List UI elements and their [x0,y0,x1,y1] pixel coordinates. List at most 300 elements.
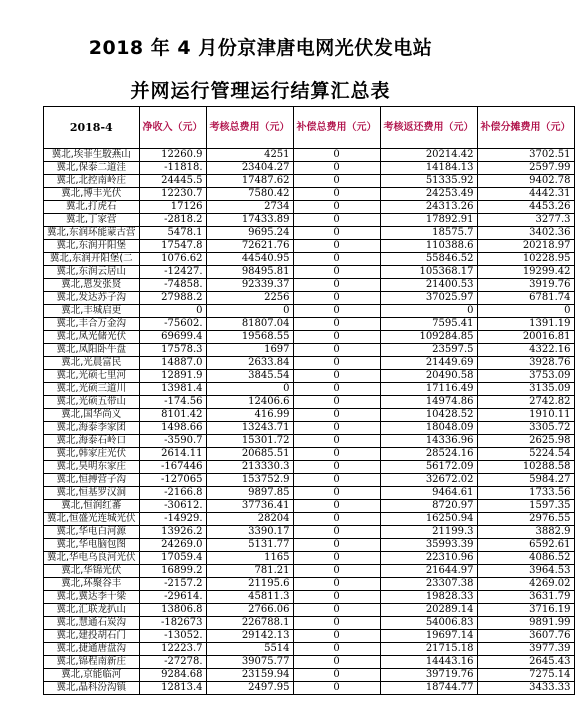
comp-share-cell: 5984.27 [477,474,574,487]
assess-total-cell: 0 [206,383,293,396]
settlement-table [43,106,575,695]
compensation-cell: 0 [293,461,380,474]
assess-total-cell: 226788.1 [206,617,293,630]
net-income-cell: -167446 [139,461,206,474]
table-row [44,500,575,513]
table-row [44,331,575,344]
assess-total-cell: 4251 [206,149,293,162]
assess-return-cell: 21400.53 [380,279,477,292]
compensation-cell: 0 [293,318,380,331]
net-income-cell: 13926.2 [139,526,206,539]
assess-return-cell: 14443.16 [380,656,477,669]
assess-total-cell: 15301.72 [206,435,293,448]
net-income-cell: 12230.7 [139,188,206,201]
header-comp-share: 补偿分摊费用（元） [477,107,574,149]
compensation-cell: 0 [293,409,380,422]
assess-total-cell: 17433.89 [206,214,293,227]
assess-return-cell: 8720.97 [380,500,477,513]
comp-share-cell: 10288.58 [477,461,574,474]
table-row [44,279,575,292]
comp-share-cell: 0 [477,305,574,318]
compensation-cell: 0 [293,552,380,565]
assess-return-cell: 51335.92 [380,175,477,188]
compensation-cell: 0 [293,604,380,617]
table-row [44,435,575,448]
station-name-cell: 冀北,保泰二道洼 [44,162,140,175]
comp-share-cell: 4453.26 [477,201,574,214]
comp-share-cell: 1910.11 [477,409,574,422]
compensation-cell: 0 [293,292,380,305]
net-income-cell: 1076.62 [139,253,206,266]
net-income-cell: -3590.7 [139,435,206,448]
station-name-cell: 冀北,慧通石炭沟 [44,617,140,630]
compensation-cell: 0 [293,175,380,188]
station-name-cell: 冀北,捷通唐盘沟 [44,643,140,656]
net-income-cell: 24445.5 [139,175,206,188]
station-name-cell: 冀北,恒润红蕃 [44,500,140,513]
header-assess-total: 考核总费用（元） [206,107,293,149]
assess-return-cell: 0 [380,305,477,318]
table-row [44,630,575,643]
table-row [44,240,575,253]
net-income-cell: 14887.0 [139,357,206,370]
station-name-cell: 冀北,凤光储光伏 [44,331,140,344]
assess-total-cell: 44540.95 [206,253,293,266]
comp-share-cell: 3977.39 [477,643,574,656]
station-name-cell: 冀北,韩家庄光伏 [44,448,140,461]
table-row [44,162,575,175]
comp-share-cell: 2645.43 [477,656,574,669]
table-row [44,526,575,539]
table-row [44,409,575,422]
compensation-cell: 0 [293,149,380,162]
net-income-cell: 12223.7 [139,643,206,656]
compensation-cell: 0 [293,487,380,500]
compensation-cell: 0 [293,305,380,318]
assess-total-cell: 45811.3 [206,591,293,604]
assess-return-cell: 14974.86 [380,396,477,409]
table-row [44,318,575,331]
net-income-cell: -12427. [139,266,206,279]
station-name-cell: 冀北,凤阳卧牛盘 [44,344,140,357]
assess-total-cell: 781.21 [206,565,293,578]
assess-total-cell: 23159.94 [206,669,293,682]
compensation-cell: 0 [293,617,380,630]
assess-return-cell: 22310.96 [380,552,477,565]
assess-total-cell: 3390.17 [206,526,293,539]
assess-total-cell: 92339.37 [206,279,293,292]
assess-total-cell: 213330.3 [206,461,293,474]
compensation-cell: 0 [293,656,380,669]
comp-share-cell: 3277.3 [477,214,574,227]
station-name-cell: 冀北,光硕三道川 [44,383,140,396]
station-name-cell: 冀北,东润开阳堡 [44,240,140,253]
comp-share-cell: 2976.55 [477,513,574,526]
comp-share-cell: 3135.09 [477,383,574,396]
net-income-cell: 5478.1 [139,227,206,240]
station-name-cell: 冀北,发达苏子沟 [44,292,140,305]
header-compensation: 补偿总费用（元） [293,107,380,149]
net-income-cell: 2614.11 [139,448,206,461]
table-row [44,292,575,305]
assess-return-cell: 21449.69 [380,357,477,370]
station-name-cell: 冀北,京能临河 [44,669,140,682]
station-name-cell: 冀北,博丰光伏 [44,188,140,201]
table-row [44,669,575,682]
assess-return-cell: 18744.77 [380,682,477,695]
assess-total-cell: 23404.27 [206,162,293,175]
station-name-cell: 冀北,环聚谷丰 [44,578,140,591]
assess-total-cell: 416.99 [206,409,293,422]
comp-share-cell: 3702.51 [477,149,574,162]
comp-share-cell: 3964.53 [477,565,574,578]
comp-share-cell: 3919.76 [477,279,574,292]
table-row [44,344,575,357]
compensation-cell: 0 [293,331,380,344]
table-row [44,227,575,240]
assess-return-cell: 9464.61 [380,487,477,500]
compensation-cell: 0 [293,669,380,682]
net-income-cell: 1498.66 [139,422,206,435]
compensation-cell: 0 [293,422,380,435]
net-income-cell: -2818.2 [139,214,206,227]
net-income-cell: -174.56 [139,396,206,409]
assess-total-cell: 5131.77 [206,539,293,552]
assess-return-cell: 21644.97 [380,565,477,578]
assess-return-cell: 39719.76 [380,669,477,682]
comp-share-cell: 6781.74 [477,292,574,305]
comp-share-cell: 20218.97 [477,240,574,253]
compensation-cell: 0 [293,526,380,539]
comp-share-cell: 9891.99 [477,617,574,630]
table-row [44,461,575,474]
table-row [44,474,575,487]
assess-return-cell: 14184.13 [380,162,477,175]
assess-total-cell: 13243.71 [206,422,293,435]
compensation-cell: 0 [293,370,380,383]
assess-total-cell: 19568.55 [206,331,293,344]
table-row [44,552,575,565]
assess-total-cell: 72621.76 [206,240,293,253]
station-name-cell: 冀北,冀达李十梁 [44,591,140,604]
comp-share-cell: 7275.14 [477,669,574,682]
assess-return-cell: 23597.5 [380,344,477,357]
table-row [44,253,575,266]
assess-total-cell: 81807.04 [206,318,293,331]
net-income-cell: -182673 [139,617,206,630]
assess-total-cell: 1165 [206,552,293,565]
assess-return-cell: 18575.7 [380,227,477,240]
compensation-cell: 0 [293,240,380,253]
table-row [44,396,575,409]
assess-total-cell: 2766.06 [206,604,293,617]
net-income-cell: -74858. [139,279,206,292]
assess-return-cell: 16250.94 [380,513,477,526]
compensation-cell: 0 [293,578,380,591]
assess-return-cell: 10428.52 [380,409,477,422]
comp-share-cell: 1733.56 [477,487,574,500]
header-net-income: 净收入（元） [139,107,206,149]
compensation-cell: 0 [293,396,380,409]
assess-total-cell: 20685.51 [206,448,293,461]
net-income-cell: 17059.4 [139,552,206,565]
compensation-cell: 0 [293,357,380,370]
assess-return-cell: 20490.58 [380,370,477,383]
assess-total-cell: 37736.41 [206,500,293,513]
table-row [44,201,575,214]
assess-total-cell: 3845.54 [206,370,293,383]
net-income-cell: 12891.9 [139,370,206,383]
net-income-cell: 16899.2 [139,565,206,578]
net-income-cell: 9284.68 [139,669,206,682]
station-name-cell: 冀北,汇联龙扒山 [44,604,140,617]
assess-total-cell: 9695.24 [206,227,293,240]
table-row [44,604,575,617]
table-row [44,357,575,370]
station-name-cell: 冀北,东润环能蒙古营 [44,227,140,240]
comp-share-cell: 9402.78 [477,175,574,188]
station-name-cell: 冀北,华电脑包图 [44,539,140,552]
assess-total-cell: 2734 [206,201,293,214]
comp-share-cell: 3433.33 [477,682,574,695]
table-row [44,643,575,656]
assess-total-cell: 5514 [206,643,293,656]
compensation-cell: 0 [293,513,380,526]
comp-share-cell: 6592.61 [477,539,574,552]
compensation-cell: 0 [293,682,380,695]
assess-return-cell: 110388.6 [380,240,477,253]
net-income-cell: 13981.4 [139,383,206,396]
station-name-cell: 冀北,打虎石 [44,201,140,214]
assess-return-cell: 35993.39 [380,539,477,552]
table-row [44,266,575,279]
compensation-cell: 0 [293,266,380,279]
table-row [44,656,575,669]
assess-return-cell: 17116.49 [380,383,477,396]
assess-total-cell: 9897.85 [206,487,293,500]
assess-return-cell: 14336.96 [380,435,477,448]
report-title-line2: 并网运行管理运行结算汇总表 [130,80,391,102]
station-name-cell: 冀北,晶科汾沟镇 [44,682,140,695]
assess-return-cell: 17892.91 [380,214,477,227]
assess-return-cell: 32672.02 [380,474,477,487]
station-name-cell: 冀北,昊明东家庄 [44,461,140,474]
comp-share-cell: 3753.09 [477,370,574,383]
table-row [44,448,575,461]
net-income-cell: 24269.0 [139,539,206,552]
compensation-cell: 0 [293,344,380,357]
station-name-cell: 冀北,恒盛光连城光伏 [44,513,140,526]
table-row [44,175,575,188]
comp-share-cell: 4269.02 [477,578,574,591]
compensation-cell: 0 [293,188,380,201]
net-income-cell: 12813.4 [139,682,206,695]
assess-total-cell: 7580.42 [206,188,293,201]
assess-return-cell: 24313.26 [380,201,477,214]
station-name-cell: 冀北,光晨富民 [44,357,140,370]
station-name-cell: 冀北,北控南岭庄 [44,175,140,188]
assess-total-cell: 17487.62 [206,175,293,188]
station-name-cell: 冀北,光硕七里河 [44,370,140,383]
table-header-row [44,107,575,149]
comp-share-cell: 5224.54 [477,448,574,461]
station-name-cell: 冀北,华锦光伏 [44,565,140,578]
station-name-cell: 冀北,恩发张贤 [44,279,140,292]
comp-share-cell: 10228.95 [477,253,574,266]
net-income-cell: -11818. [139,162,206,175]
compensation-cell: 0 [293,201,380,214]
compensation-cell: 0 [293,279,380,292]
assess-total-cell: 2633.84 [206,357,293,370]
station-name-cell: 冀北,建投胡石门 [44,630,140,643]
net-income-cell: -13052. [139,630,206,643]
assess-return-cell: 37025.97 [380,292,477,305]
table-row [44,682,575,695]
assess-return-cell: 55846.52 [380,253,477,266]
comp-share-cell: 3607.76 [477,630,574,643]
table-row [44,370,575,383]
comp-share-cell: 4086.52 [477,552,574,565]
compensation-cell: 0 [293,383,380,396]
station-name-cell: 冀北,恒搏营子沟 [44,474,140,487]
net-income-cell: -75602. [139,318,206,331]
assess-return-cell: 56172.09 [380,461,477,474]
assess-total-cell: 98495.81 [206,266,293,279]
header-assess-return: 考核返还费用（元） [380,107,477,149]
comp-share-cell: 20016.81 [477,331,574,344]
compensation-cell: 0 [293,539,380,552]
comp-share-cell: 2625.98 [477,435,574,448]
header-period: 2018-4 [44,107,140,149]
station-name-cell: 冀北,丰合万金沟 [44,318,140,331]
assess-return-cell: 19697.14 [380,630,477,643]
comp-share-cell: 1597.35 [477,500,574,513]
comp-share-cell: 3631.79 [477,591,574,604]
assess-return-cell: 20214.42 [380,149,477,162]
table-row [44,383,575,396]
net-income-cell: -2157.2 [139,578,206,591]
table-row [44,513,575,526]
compensation-cell: 0 [293,565,380,578]
comp-share-cell: 4442.31 [477,188,574,201]
assess-total-cell: 1697 [206,344,293,357]
net-income-cell: 69699.4 [139,331,206,344]
table-row [44,149,575,162]
comp-share-cell: 2742.82 [477,396,574,409]
table-row [44,487,575,500]
station-name-cell: 冀北,华电乌良河光伏 [44,552,140,565]
net-income-cell: 17578.3 [139,344,206,357]
station-name-cell: 冀北,恒基罗汉洞 [44,487,140,500]
assess-return-cell: 24253.49 [380,188,477,201]
table-body [44,149,575,695]
compensation-cell: 0 [293,630,380,643]
net-income-cell: 0 [139,305,206,318]
table-row [44,539,575,552]
assess-total-cell: 39075.77 [206,656,293,669]
comp-share-cell: 3882.9 [477,526,574,539]
station-name-cell: 冀北,东润开阳堡(二 [44,253,140,266]
station-name-cell: 冀北,丁家营 [44,214,140,227]
station-name-cell: 冀北,华电白河源 [44,526,140,539]
compensation-cell: 0 [293,591,380,604]
table-row [44,591,575,604]
net-income-cell: -14929. [139,513,206,526]
station-name-cell: 冀北,丰城启更 [44,305,140,318]
net-income-cell: 17126 [139,201,206,214]
net-income-cell: 27988.2 [139,292,206,305]
assess-return-cell: 19828.33 [380,591,477,604]
assess-total-cell: 2256 [206,292,293,305]
comp-share-cell: 3716.19 [477,604,574,617]
assess-total-cell: 21195.6 [206,578,293,591]
comp-share-cell: 3928.76 [477,357,574,370]
assess-total-cell: 12406.6 [206,396,293,409]
assess-return-cell: 21199.3 [380,526,477,539]
comp-share-cell: 3402.36 [477,227,574,240]
station-name-cell: 冀北,锦程南新庄 [44,656,140,669]
compensation-cell: 0 [293,253,380,266]
assess-return-cell: 28524.16 [380,448,477,461]
station-name-cell: 冀北,东润云居山 [44,266,140,279]
assess-return-cell: 23307.38 [380,578,477,591]
assess-return-cell: 20289.14 [380,604,477,617]
net-income-cell: -29614. [139,591,206,604]
assess-return-cell: 109284.85 [380,331,477,344]
assess-return-cell: 54006.83 [380,617,477,630]
table-row [44,422,575,435]
net-income-cell: -2166.8 [139,487,206,500]
compensation-cell: 0 [293,227,380,240]
station-name-cell: 冀北,海泰李家团 [44,422,140,435]
compensation-cell: 0 [293,448,380,461]
table-row [44,305,575,318]
assess-total-cell: 28204 [206,513,293,526]
table-row [44,188,575,201]
net-income-cell: 12260.9 [139,149,206,162]
net-income-cell: -27278. [139,656,206,669]
table-row [44,578,575,591]
table-row [44,565,575,578]
net-income-cell: 8101.42 [139,409,206,422]
assess-return-cell: 21715.18 [380,643,477,656]
assess-total-cell: 2497.95 [206,682,293,695]
table-row [44,617,575,630]
compensation-cell: 0 [293,500,380,513]
net-income-cell: -30612. [139,500,206,513]
net-income-cell: 17547.8 [139,240,206,253]
assess-total-cell: 29142.13 [206,630,293,643]
compensation-cell: 0 [293,474,380,487]
comp-share-cell: 3305.72 [477,422,574,435]
report-title-line1: 2018 年 4 月份京津唐电网光伏发电站 [88,37,433,59]
compensation-cell: 0 [293,643,380,656]
assess-return-cell: 18048.09 [380,422,477,435]
assess-return-cell: 7595.41 [380,318,477,331]
compensation-cell: 0 [293,162,380,175]
net-income-cell: 13806.8 [139,604,206,617]
table-row [44,214,575,227]
station-name-cell: 冀北,国华尚义 [44,409,140,422]
comp-share-cell: 2597.99 [477,162,574,175]
station-name-cell: 冀北,海泰石岭口 [44,435,140,448]
comp-share-cell: 4322.16 [477,344,574,357]
compensation-cell: 0 [293,214,380,227]
compensation-cell: 0 [293,435,380,448]
net-income-cell: -127065 [139,474,206,487]
assess-return-cell: 105368.17 [380,266,477,279]
station-name-cell: 冀北,光硕五带山 [44,396,140,409]
